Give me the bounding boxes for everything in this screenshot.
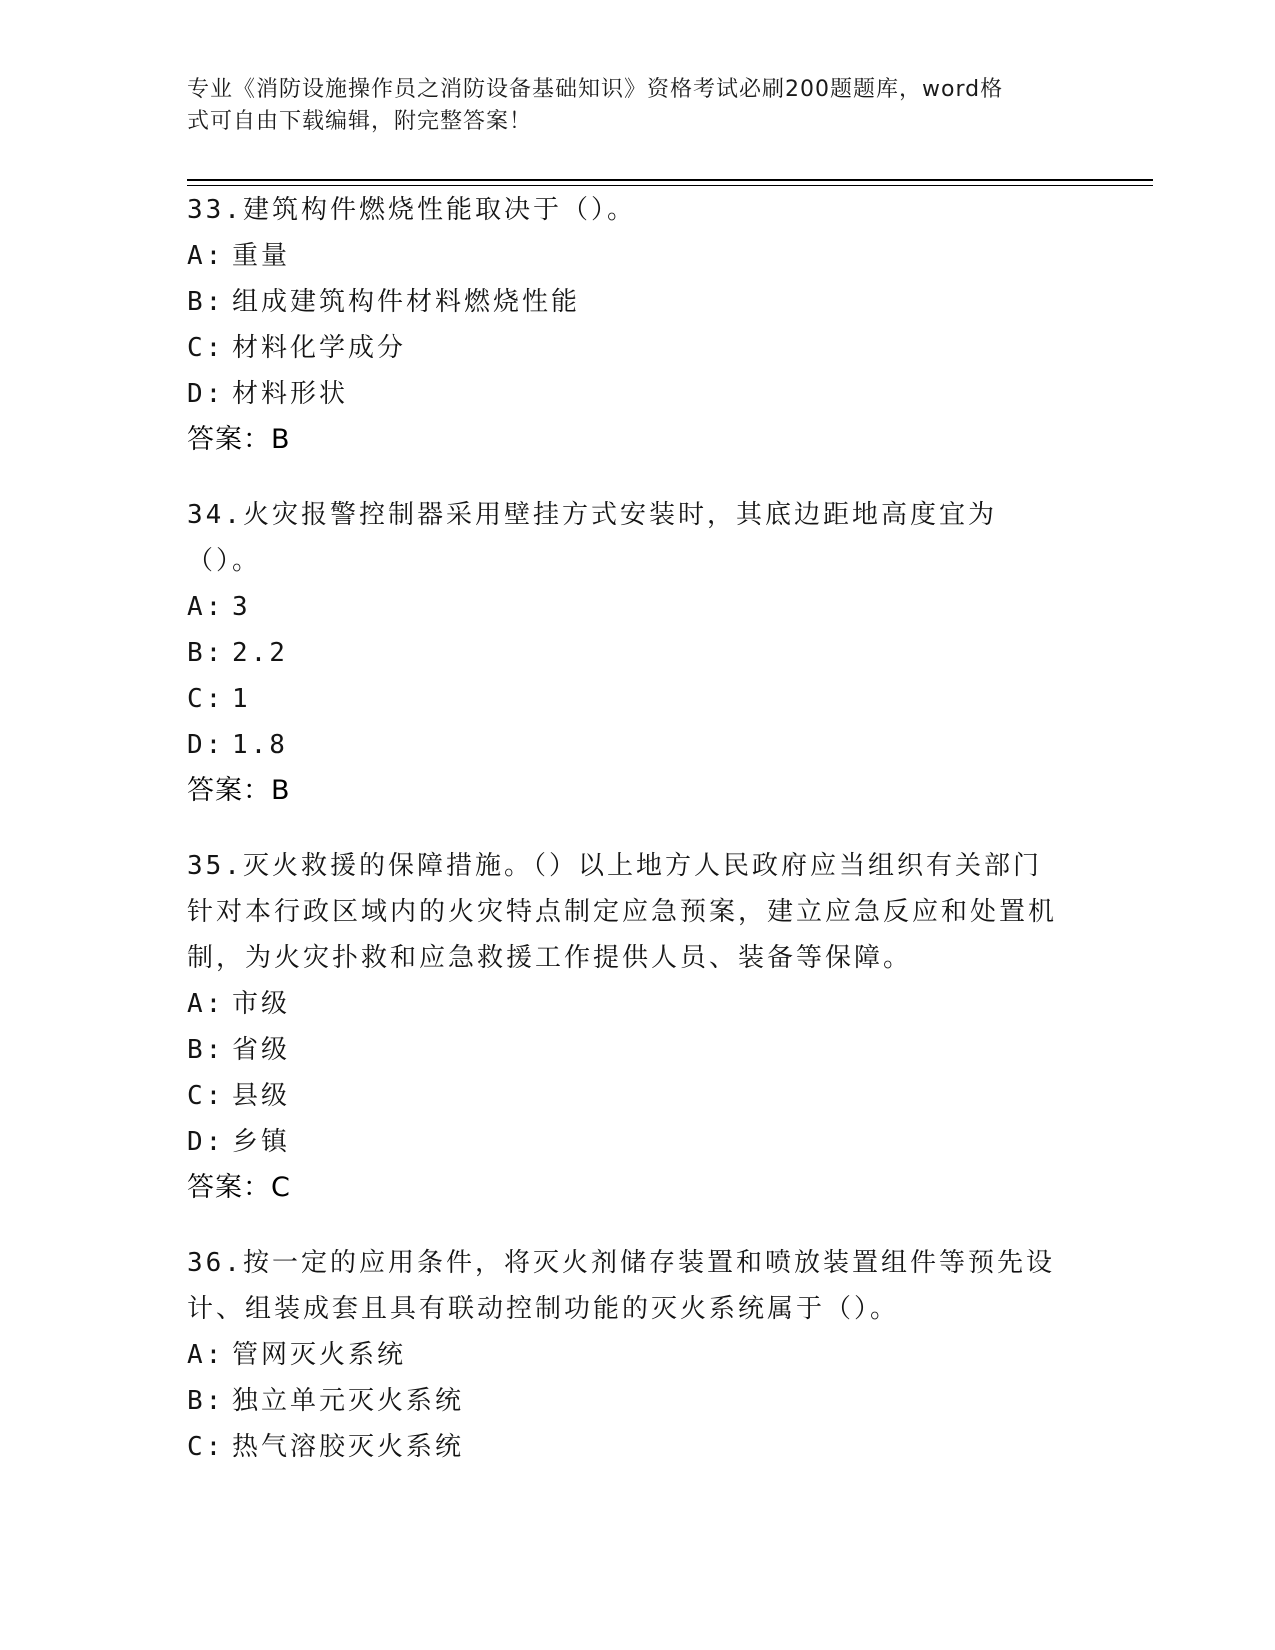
option-text: 材料形状 (232, 379, 349, 409)
option-text: 市级 (232, 989, 291, 1019)
option-text: 省级 (232, 1035, 291, 1065)
option-d (187, 1119, 1087, 1165)
question-36 (187, 1240, 1087, 1470)
option-letter: A: (187, 1340, 225, 1370)
option-text: 3 (232, 592, 251, 622)
option-a (187, 981, 1087, 1027)
option-text: 组成建筑构件材料燃烧性能 (232, 287, 581, 317)
option-letter: D: (187, 1127, 225, 1157)
option-letter: D: (187, 730, 225, 760)
option-c (187, 1424, 1087, 1470)
option-text: 重量 (232, 241, 291, 271)
header-rule-thin (187, 185, 1153, 186)
option-a (187, 233, 1087, 279)
option-letter: A: (187, 592, 225, 622)
option-letter: C: (187, 333, 225, 363)
option-c (187, 325, 1087, 371)
option-letter: D: (187, 379, 225, 409)
option-letter: B: (187, 1035, 225, 1065)
option-letter: A: (187, 241, 225, 271)
option-text: 2.2 (232, 638, 288, 668)
document-header (187, 74, 1067, 138)
question-34 (187, 492, 1087, 814)
answer-label: 答案：B (187, 775, 291, 806)
question-35 (187, 843, 1087, 1211)
question-list (187, 187, 1087, 1499)
option-letter: C: (187, 1432, 225, 1462)
option-d (187, 371, 1087, 417)
option-text: 管网灭火系统 (232, 1340, 407, 1370)
option-c (187, 1073, 1087, 1119)
option-text: 独立单元灭火系统 (232, 1386, 465, 1416)
question-stem: 34.火灾报警控制器采用壁挂方式安装时，其底边距地高度宜为（）。 (187, 500, 997, 576)
option-c (187, 676, 1087, 722)
option-d (187, 722, 1087, 768)
option-text: 县级 (232, 1081, 291, 1111)
answer-label: 答案：B (187, 424, 291, 455)
option-letter: A: (187, 989, 225, 1019)
header-line-1: 专业《消防设施操作员之消防设备基础知识》资格考试必刷200题题库，word格 (187, 77, 1004, 102)
answer-label: 答案：C (187, 1172, 291, 1203)
question-stem: 33.建筑构件燃烧性能取决于（）。 (187, 195, 636, 225)
question-stem: 36.按一定的应用条件，将灭火剂储存装置和喷放装置组件等预先设计、组装成套且具有联动控制功能的灭火系统属于（）。 (187, 1248, 1055, 1324)
option-text: 乡镇 (232, 1127, 291, 1157)
option-letter: C: (187, 684, 225, 714)
question-stem: 35.灭火救援的保障措施。（）以上地方人民政府应当组织有关部门针对本行政区域内的火灾特点制定应急预案，建立应急反应和处置机制，为火灾扑救和应急救援工作提供人员、装备等保障。 (187, 851, 1058, 973)
option-a (187, 584, 1087, 630)
option-text: 1.8 (232, 730, 288, 760)
option-letter: B: (187, 638, 225, 668)
option-letter: B: (187, 287, 225, 317)
option-a (187, 1332, 1087, 1378)
option-b (187, 1027, 1087, 1073)
option-text: 材料化学成分 (232, 333, 407, 363)
option-text: 1 (232, 684, 251, 714)
option-letter: C: (187, 1081, 225, 1111)
header-line-2: 式可自由下载编辑，附完整答案！ (187, 109, 533, 134)
option-b (187, 279, 1087, 325)
question-33 (187, 187, 1087, 463)
option-letter: B: (187, 1386, 225, 1416)
header-rule-thick (187, 179, 1153, 181)
option-text: 热气溶胶灭火系统 (232, 1432, 465, 1462)
option-b (187, 630, 1087, 676)
option-b (187, 1378, 1087, 1424)
